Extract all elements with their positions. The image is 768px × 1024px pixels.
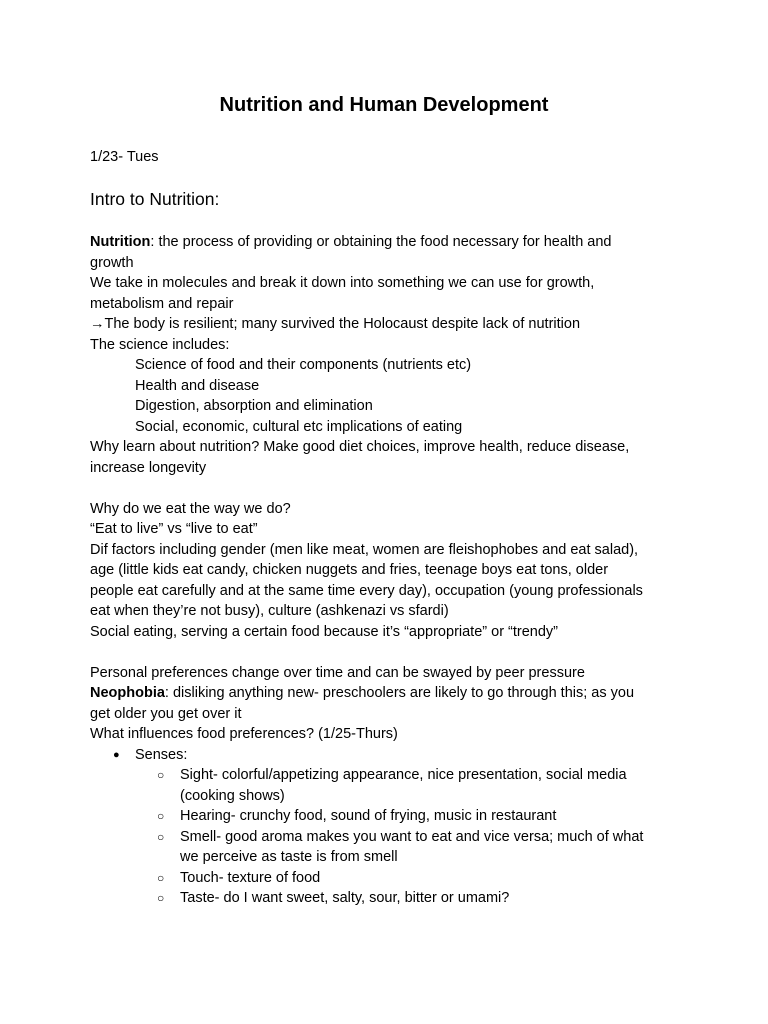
factors-line: Dif factors including gender (men like meat, women are fleishophobes and eat salad),	[90, 541, 639, 558]
document-title: Nutrition and Human Development	[219, 94, 549, 116]
sense-item-sight	[90, 765, 680, 786]
nutrition-definition-text: : the process of providing or obtaining the food necessary for health and	[150, 234, 612, 250]
science-item: Science of food and their components (nutrients etc)	[135, 357, 472, 373]
science-item: Social, economic, cultural etc implications of eating	[135, 418, 463, 435]
hollow-bullet-icon: ○	[157, 870, 165, 885]
molecules-line: We take in molecules and break it down into something we can use for growth,	[90, 275, 595, 291]
influences-line: What influences food preferences? (1/25-Thurs)	[90, 726, 398, 742]
why-eat-line: Why do we eat the way we do?	[90, 500, 291, 517]
neophobia-definition-line	[90, 683, 680, 704]
sense-item-taste	[90, 888, 680, 909]
bullet-icon: ●	[113, 748, 120, 761]
science-item: Digestion, absorption and elimination	[135, 398, 373, 414]
science-includes-line: The science includes:	[90, 336, 230, 353]
hollow-bullet-icon: ○	[157, 891, 165, 905]
date-line: 1/23- Tues	[90, 149, 159, 165]
sense-item-smell	[90, 827, 680, 848]
hollow-bullet-icon: ○	[157, 809, 165, 823]
why-learn-line: Why learn about nutrition? Make good diet choices, improve health, reduce disease,	[90, 439, 630, 455]
social-eating-line: Social eating, serving a certain food because it’s “appropriate” or “trendy”	[90, 623, 559, 640]
senses-label: Senses:	[135, 746, 188, 763]
neophobia-term: Neophobia	[90, 685, 165, 701]
sense-item-text: Touch- texture of food	[180, 869, 321, 886]
hollow-bullet-icon: ○	[157, 829, 165, 844]
factors-line: eat when they’re not busy), culture (ashkenazi vs sfardi)	[90, 603, 449, 619]
senses-list-item	[90, 745, 680, 766]
science-item: Health and disease	[135, 377, 260, 394]
why-learn-line-continued: increase longevity	[90, 459, 207, 476]
neophobia-definition-text: : disliking anything new- preschoolers are likely to go through this; as you	[164, 685, 635, 701]
neophobia-definition-continued: get older you get over it	[90, 705, 242, 722]
blank-line	[90, 478, 680, 499]
section-heading: Intro to Nutrition:	[90, 189, 220, 209]
blank-line	[90, 642, 680, 663]
sense-item-text: Smell- good aroma makes you want to eat and vice versa; much of what	[180, 828, 644, 845]
sense-item-text: Taste- do I want sweet, salty, sour, bitter or umami?	[180, 890, 510, 906]
sense-item-continued: we perceive as taste is from smell	[180, 849, 398, 865]
factors-line: people eat carefully and at the same time every day), occupation (young professionals	[90, 582, 643, 599]
resilient-line: →The body is resilient; many survived the Holocaust despite lack of nutrition	[90, 316, 581, 332]
nutrition-term: Nutrition	[90, 234, 151, 250]
factors-line: age (little kids eat candy, chicken nuggets and fries, teenage boys eat tons, older	[90, 562, 609, 578]
nutrition-definition-line	[90, 232, 680, 253]
sense-item-text: Sight- colorful/appetizing appearance, nice presentation, social media	[180, 767, 627, 783]
nutrition-definition-continued: growth	[90, 254, 134, 271]
sense-item-hearing	[90, 806, 680, 827]
sense-item-touch	[90, 868, 680, 889]
molecules-line-continued: metabolism and repair	[90, 295, 234, 312]
sense-item-text: Hearing- crunchy food, sound of frying, music in restaurant	[180, 808, 557, 824]
sense-item-continued: (cooking shows)	[180, 787, 285, 804]
preferences-line: Personal preferences change over time and can be swayed by peer pressure	[90, 664, 585, 681]
eat-to-live-line: “Eat to live” vs “live to eat”	[90, 521, 258, 537]
document-body	[90, 232, 680, 909]
hollow-bullet-icon: ○	[157, 768, 165, 782]
